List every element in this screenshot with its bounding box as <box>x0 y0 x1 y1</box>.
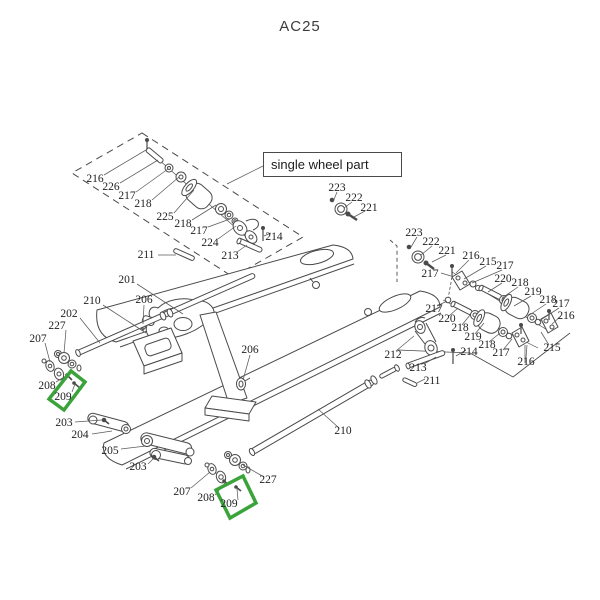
washer-set-227-bottom <box>225 452 251 474</box>
part-number-label: 207 <box>173 486 191 498</box>
part-number-label: 206 <box>135 294 153 306</box>
part-number-label: 208 <box>197 492 215 504</box>
part-number-label: 202 <box>60 308 78 320</box>
part-number-label: 203 <box>55 417 73 429</box>
part-number-label: 217 <box>496 260 514 272</box>
part-number-label: 215 <box>479 256 497 268</box>
pin-216-r1 <box>451 265 454 278</box>
pin-214 <box>262 227 265 242</box>
part-number-label: 222 <box>345 192 363 204</box>
part-number-label: 220 <box>494 273 512 285</box>
part-number-label: 227 <box>259 474 277 486</box>
part-number-label: 223 <box>328 182 346 194</box>
part-number-label: 207 <box>29 333 47 345</box>
support-strut <box>200 312 259 421</box>
part-number-label: 215 <box>543 342 561 354</box>
part-number-label: 214 <box>460 346 478 358</box>
part-number-label: 223 <box>405 227 423 239</box>
part-number-label: 220 <box>438 313 456 325</box>
link-plate-216-r2 <box>512 324 529 348</box>
part-number-label: 210 <box>334 425 352 437</box>
part-number-label: 203 <box>129 461 147 473</box>
part-number-label: 214 <box>265 231 283 243</box>
part-number-label: 216 <box>86 173 104 185</box>
pin-226 <box>145 147 164 164</box>
part-number-label: 227 <box>48 320 66 332</box>
part-number-label: 209 <box>54 391 72 403</box>
part-number-label: 225 <box>156 211 174 223</box>
part-number-label: 218 <box>539 294 557 306</box>
callout-label: single wheel part <box>271 157 369 172</box>
part-number-label: 217 <box>492 347 510 359</box>
axle-220-r1 <box>478 285 502 301</box>
part-number-label: 226 <box>102 181 120 193</box>
part-number-label: 224 <box>201 237 219 249</box>
part-number-label: 217 <box>421 268 439 280</box>
part-number-label: 216 <box>557 310 575 322</box>
part-number-label: 218 <box>134 198 152 210</box>
part-number-label: 213 <box>221 250 239 262</box>
part-number-label: 208 <box>38 380 56 392</box>
part-number-label: 218 <box>511 277 529 289</box>
part-number-label: 222 <box>422 236 440 248</box>
single-wheel-part-callout <box>263 152 402 177</box>
part-number-label: 217 <box>425 303 443 315</box>
washer-217-r2 <box>445 297 451 303</box>
part-number-label: 221 <box>360 202 378 214</box>
part-number-label: 217 <box>552 298 570 310</box>
rod-211 <box>173 248 195 261</box>
part-number-label: 219 <box>524 286 542 298</box>
part-number-label: 218 <box>451 322 469 334</box>
part-number-label: 213 <box>409 362 427 374</box>
pin-214-right <box>452 349 455 365</box>
page-title: AC25 <box>279 18 321 35</box>
part-number-label: 216 <box>517 356 535 368</box>
part-number-label: 210 <box>83 295 101 307</box>
washer-218 <box>176 172 186 182</box>
part-number-label: 211 <box>423 375 441 387</box>
part-number-label: 217 <box>190 225 208 237</box>
washer-217-r2b <box>506 333 512 339</box>
pin-211-right <box>402 377 417 387</box>
part-number-label: 216 <box>462 250 480 262</box>
part-number-label: 206 <box>241 344 259 356</box>
washer-217 <box>165 164 173 172</box>
part-number-label: 217 <box>118 190 136 202</box>
part-number-label: 209 <box>220 498 238 510</box>
part-number-label: 205 <box>101 445 119 457</box>
part-number-label: 204 <box>71 429 89 441</box>
part-number-label: 211 <box>137 249 155 261</box>
part-number-label: 218 <box>174 218 192 230</box>
part-number-label: 212 <box>384 349 402 361</box>
rocker-arm-204 <box>87 412 131 433</box>
part-number-label: 221 <box>438 245 456 257</box>
washer-218b <box>216 204 234 220</box>
part-number-label: 218 <box>478 339 496 351</box>
part-number-label: 201 <box>118 274 136 286</box>
part-number-label: 219 <box>464 331 482 343</box>
